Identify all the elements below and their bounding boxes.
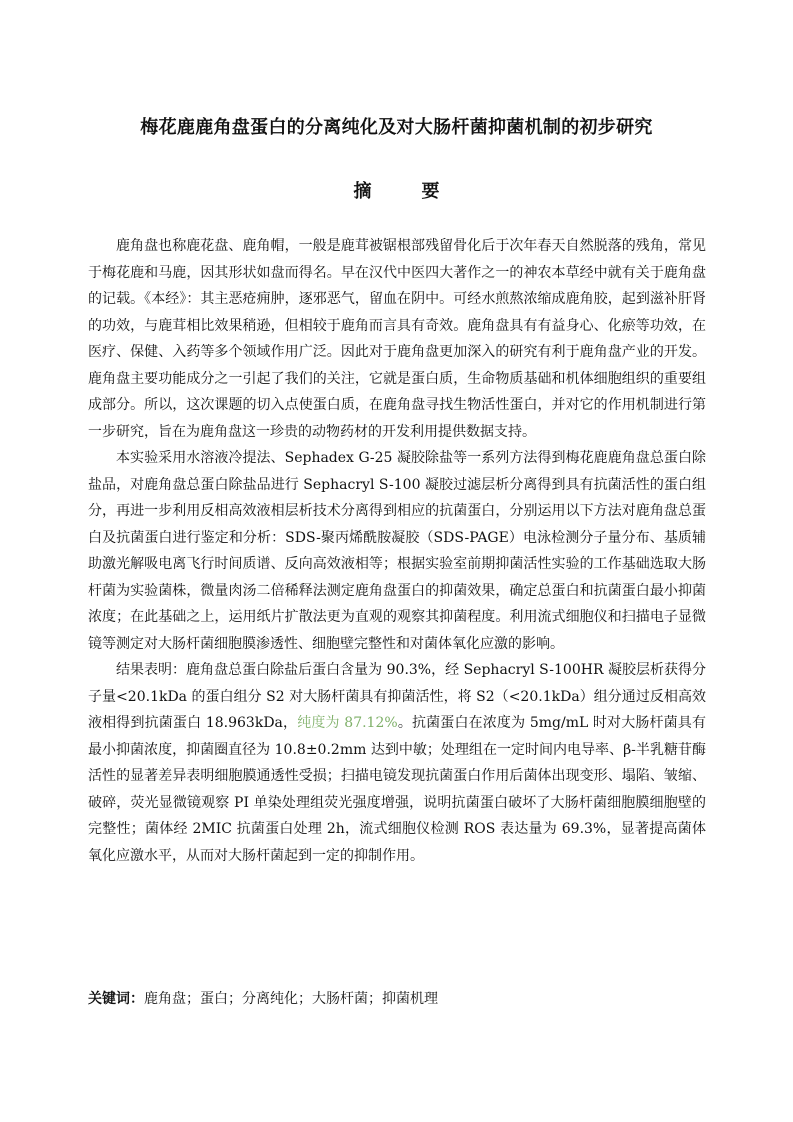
- abstract-heading-char-2: 要: [421, 181, 440, 202]
- keywords-list: 鹿角盘；蛋白；分离纯化；大肠杆菌；抑菌机理: [144, 991, 438, 1007]
- abstract-paragraph-background: 鹿角盘也称鹿花盘、鹿角帽，一般是鹿茸被锯根部残留骨化后于次年春天自然脱落的残角，常见于梅花鹿和马鹿，因其形状如盘而得名。早在汉代中医四大著作之一的神农本草经中就有关于鹿角盘的记载。《本经》：其主恶疮痈肿，逐邪恶气，留血在阴中。可经水煎熬浓缩成鹿角胶，起到滋补肝肾的功效，与鹿茸相比效果稍逊，但相较于鹿角而言具有奇效。鹿角盘具有有益身心、化瘀等功效，在医疗、保健、入药等多个领域作用广泛。因此对于鹿角盘更加深入的研究有利于鹿角盘产业的开发。鹿角盘主要功能成分之一引起了我们的关注，它就是蛋白质，生命物质基础和机体细胞组织的重要组成部分。所以，这次课题的切入点使蛋白质，在鹿角盘寻找生物活性蛋白，并对它的作用机制进行第一步研究，旨在为鹿角盘这一珍贵的动物药材的开发利用提供数据支持。: [88, 238, 706, 440]
- abstract-paragraph-methods: 本实验采用水溶液冷提法、Sephadex G-25 凝胶除盐等一系列方法得到梅花鹿鹿角盘总蛋白除盐品，对鹿角盘总蛋白除盐品进行 Sephacryl S-100 凝胶过滤层析分离得到具有抗菌活性的蛋白组分，再进一步利用反相高效液相层析技术分离得到相应的抗菌蛋白，分别运用以下方法对鹿角盘总蛋白及抗菌蛋白进行鉴定和分析：SDS-聚丙烯酰胺凝胶（SDS-PAGE）电泳检测分子量分布、基质辅助激光解吸电离飞行时间质谱、反向高效液相等；根据实验室前期抑菌活性实验的工作基础选取大肠杆菌为实验菌株，微量肉汤二倍稀释法测定鹿角盘蛋白的抑菌效果，确定总蛋白和抗菌蛋白最小抑菌浓度；在此基础之上，运用纸片扩散法更为直观的观察其抑菌程度。利用流式细胞仪和扫描电子显微镜等测定对大肠杆菌细胞膜渗透性、细胞壁完整性和对菌体氧化应激的影响。: [88, 450, 706, 652]
- abstract-paragraph-results: [88, 657, 706, 869]
- results-text-end: 。抗菌蛋白在浓度为 5mg/mL 时对大肠杆菌具有最小抑菌浓度，抑菌圈直径为 10.8±0.2mm 达到中敏；处理组在一定时间内电导率、β-半乳糖苷酶活性的显著差异表明细胞膜通透性受损；扫描电镜发现抗菌蛋白作用后菌体出现变形、塌陷、皱缩、破碎，荧光显微镜观察 PI 单染处理组荧光强度增强，说明抗菌蛋白破坏了大肠杆菌细胞膜细胞壁的完整性；菌体经 2MIC 抗菌蛋白处理 2h，流式细胞仪检测 ROS 表达量为 69.3%，显著提高菌体氧化应激水平，从而对大肠杆菌起到一定的抑制作用。: [88, 715, 706, 864]
- thesis-title: 梅花鹿鹿角盘蛋白的分离纯化及对大肠杆菌抑菌机制的初步研究: [140, 117, 653, 138]
- keywords-line: [88, 987, 706, 1011]
- abstract-body: [88, 233, 706, 869]
- keywords-label: 关键词：: [88, 991, 144, 1007]
- results-text-start: 结果表明：鹿角盘总蛋白除盐后蛋白含量为 90.3%，经 Sephacryl S-100HR 凝胶层析获得分子量<20.1kDa 的蛋白组分 S2 对大肠杆菌具有抑菌活性，将 S2（<20.1kDa）组分通过反相高效液相得到抗菌蛋白 18.963kDa，: [88, 662, 706, 731]
- abstract-heading: [0, 180, 793, 204]
- purity-highlight: 纯度为 87.12%: [297, 715, 398, 731]
- abstract-heading-char-1: 摘: [353, 181, 372, 202]
